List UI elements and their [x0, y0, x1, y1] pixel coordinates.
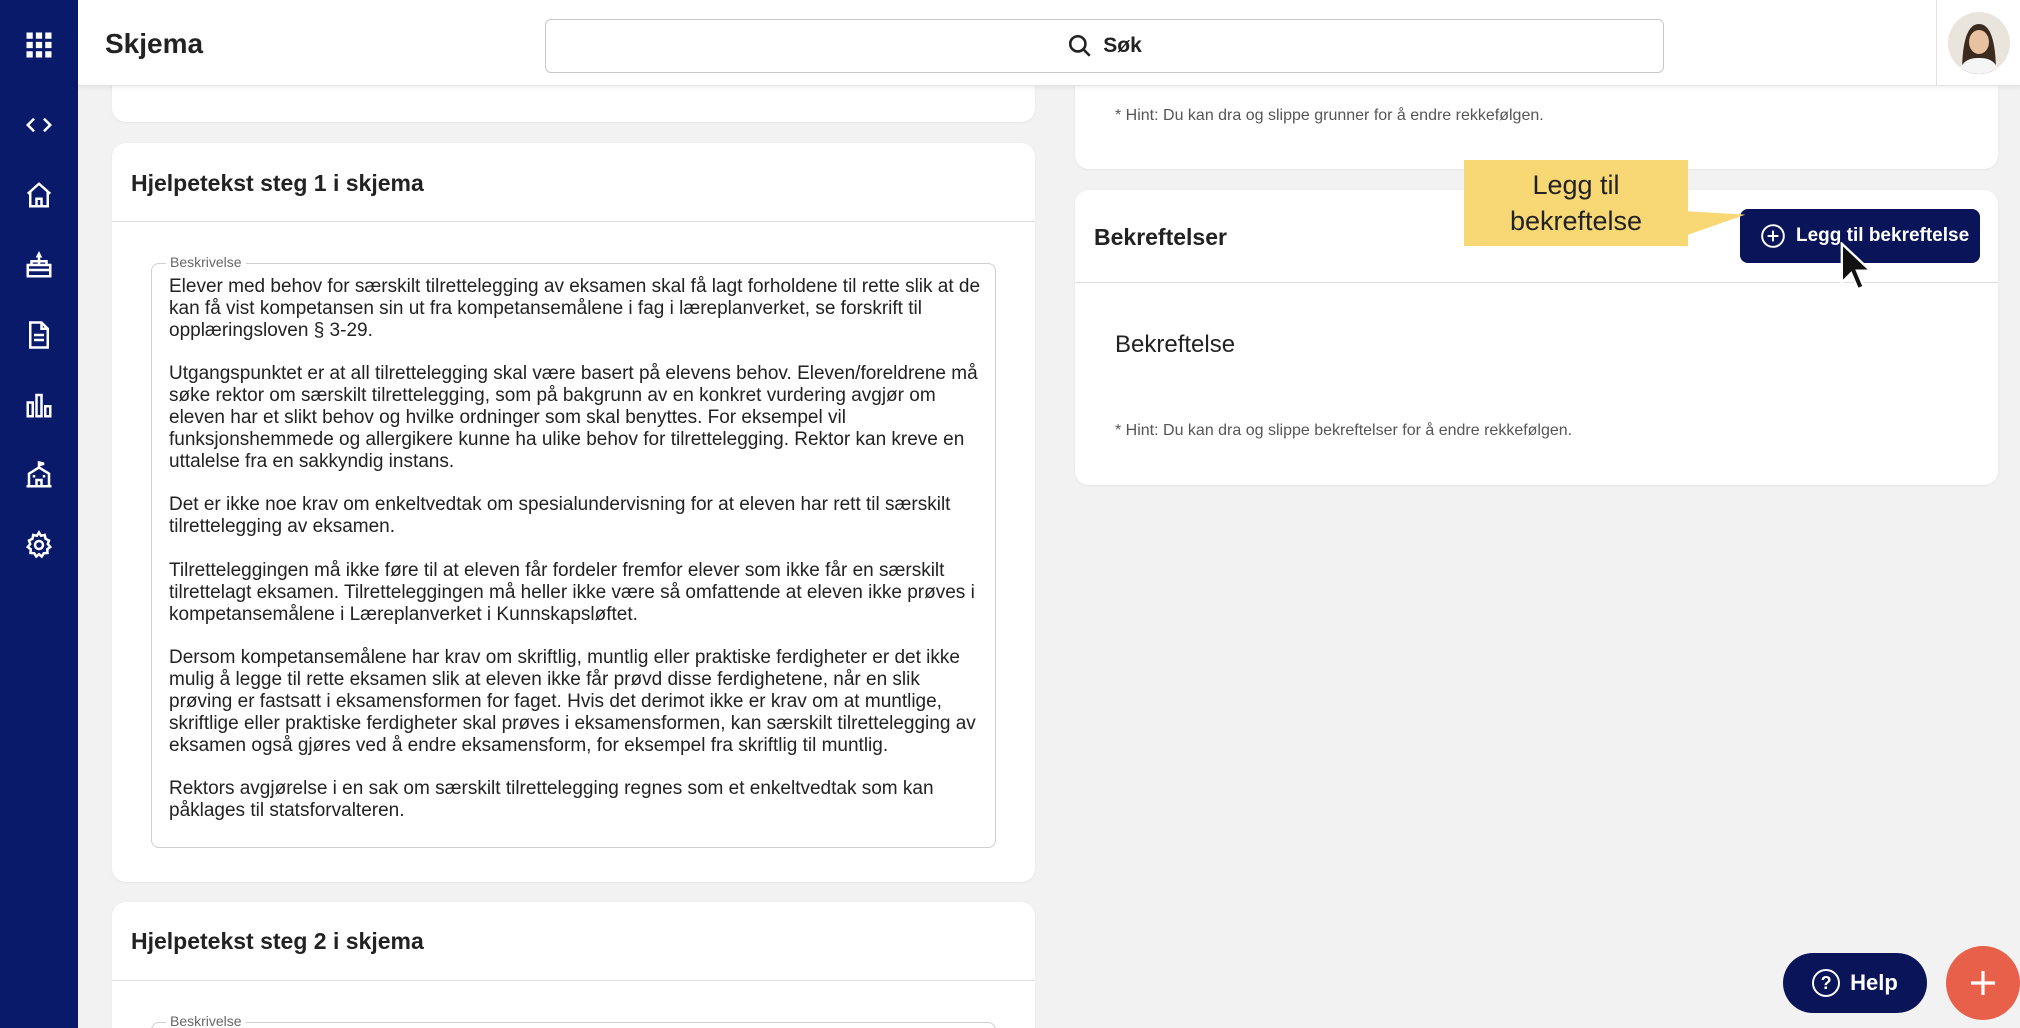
add-fab-button[interactable] [1946, 946, 2020, 1020]
avatar[interactable] [1948, 12, 2010, 74]
callout-line2: bekreftelse [1509, 206, 1643, 236]
divider [112, 221, 1035, 222]
page-title: Skjema [105, 28, 204, 59]
plus-icon [1967, 967, 1999, 999]
add-confirmation-label: Legg til bekreftelse [1796, 225, 1970, 246]
search-label: Søk [1103, 34, 1142, 57]
description-label: Beskrivelse [166, 254, 246, 270]
search-icon [1067, 33, 1093, 59]
grunner-hint: * Hint: Du kan dra og slippe grunner for å endre rekkefølgen. [1115, 107, 1544, 124]
apps-grid-icon[interactable] [19, 25, 59, 65]
chart-icon[interactable] [19, 385, 59, 425]
callout-line1: Legg til [1532, 170, 1620, 200]
tutorial-callout [1464, 160, 1688, 246]
paragraph: Det er ikke noe krav om enkeltvedtak om spesialundervisning for at eleven har rett til særskilt tilrettelegging av eksamen. [169, 494, 951, 538]
expand-collapse-icon[interactable] [19, 105, 59, 145]
sidebar [0, 0, 78, 1028]
paragraph: Elever med behov for særskilt tilrettelegging av eksamen skal få lagt forholdene til rette slik at de kan få vist kompetansen sin ut fra kompetansemålene i fag i læreplanverket, se forskrift til opplæringsloven § 3-29. [169, 276, 981, 341]
paragraph: Tilretteleggingen må ikke føre til at eleven får fordeler fremfor elever som ikke får en særskilt tilrettelagt eksamen. Tilretteleggingen må heller ikke være så omfattende at eleven ikke prøves i kompetansemålene i Læreplanverket i Kunnskapsløftet. [169, 559, 975, 625]
description-label: Beskrivelse [166, 1013, 246, 1028]
home-icon[interactable] [19, 175, 59, 215]
bekreftelser-title: Bekreftelser [1094, 224, 1227, 250]
avatar-container [1936, 0, 2020, 86]
step1-title: Hjelpetekst steg 1 i skjema [131, 170, 424, 196]
paragraph: Utgangspunktet er at all tilrettelegging skal være basert på elevens behov. Eleven/foreldrene må søke rektor om særskilt tilrettelegging, som på bakgrunn av en konkret vurdering avgjør om eleven har et slikt behov og hvilke ordninger som skal benyttes. For eksempel vil funksjonshemmede og allergikere kunne ha ulike behov for tilrettelegging. Rektor kan kreve en uttalelse fra en sakkyndig instans. [169, 363, 978, 472]
search-input[interactable] [545, 19, 1664, 73]
cake-icon[interactable] [19, 245, 59, 285]
description-text [169, 276, 981, 822]
help-text-step2-card [112, 902, 1035, 1028]
mouse-cursor-icon [1840, 242, 1874, 296]
question-icon: ? [1812, 969, 1840, 997]
help-label: Help [1850, 970, 1898, 995]
document-icon[interactable] [19, 315, 59, 355]
top-bar [78, 0, 2020, 86]
paragraph: Rektors avgjørelse i en sak om særskilt tilrettelegging regnes som et enkeltvedtak som kan påklages til statsforvalteren. [169, 778, 934, 822]
bekreftelser-hint: * Hint: Du kan dra og slippe bekreftelser for å endre rekkefølgen. [1115, 422, 1573, 439]
help-text-step1-card [112, 143, 1035, 882]
plus-circle-icon [1760, 223, 1786, 249]
divider [112, 980, 1035, 981]
step2-title: Hjelpetekst steg 2 i skjema [131, 928, 424, 954]
description-textarea-step2[interactable] [151, 1013, 996, 1028]
help-button[interactable] [1783, 953, 1927, 1013]
settings-icon[interactable] [19, 525, 59, 565]
description-textarea[interactable] [151, 254, 996, 848]
bekreftelse-item[interactable]: Bekreftelse [1115, 331, 1236, 358]
paragraph: Dersom kompetansemålene har krav om skriftlig, muntlig eller praktiske ferdigheter er det ikke mulig å legge til rette eksamen slik at eleven ikke får prøvd disse ferdighetene, når en slik prøving er fastsatt i eksamensformen for faget. Hvis det derimot ikke er krav om at muntlige, skriftlige eller praktiske ferdigheter skal prøves i eksamensformen, kan særskilt tilrettelegging av eksamen også gjøres ved å endre eksamensform, for eksempel fra skriftlig til muntlig. [169, 647, 976, 756]
school-icon[interactable] [19, 455, 59, 495]
